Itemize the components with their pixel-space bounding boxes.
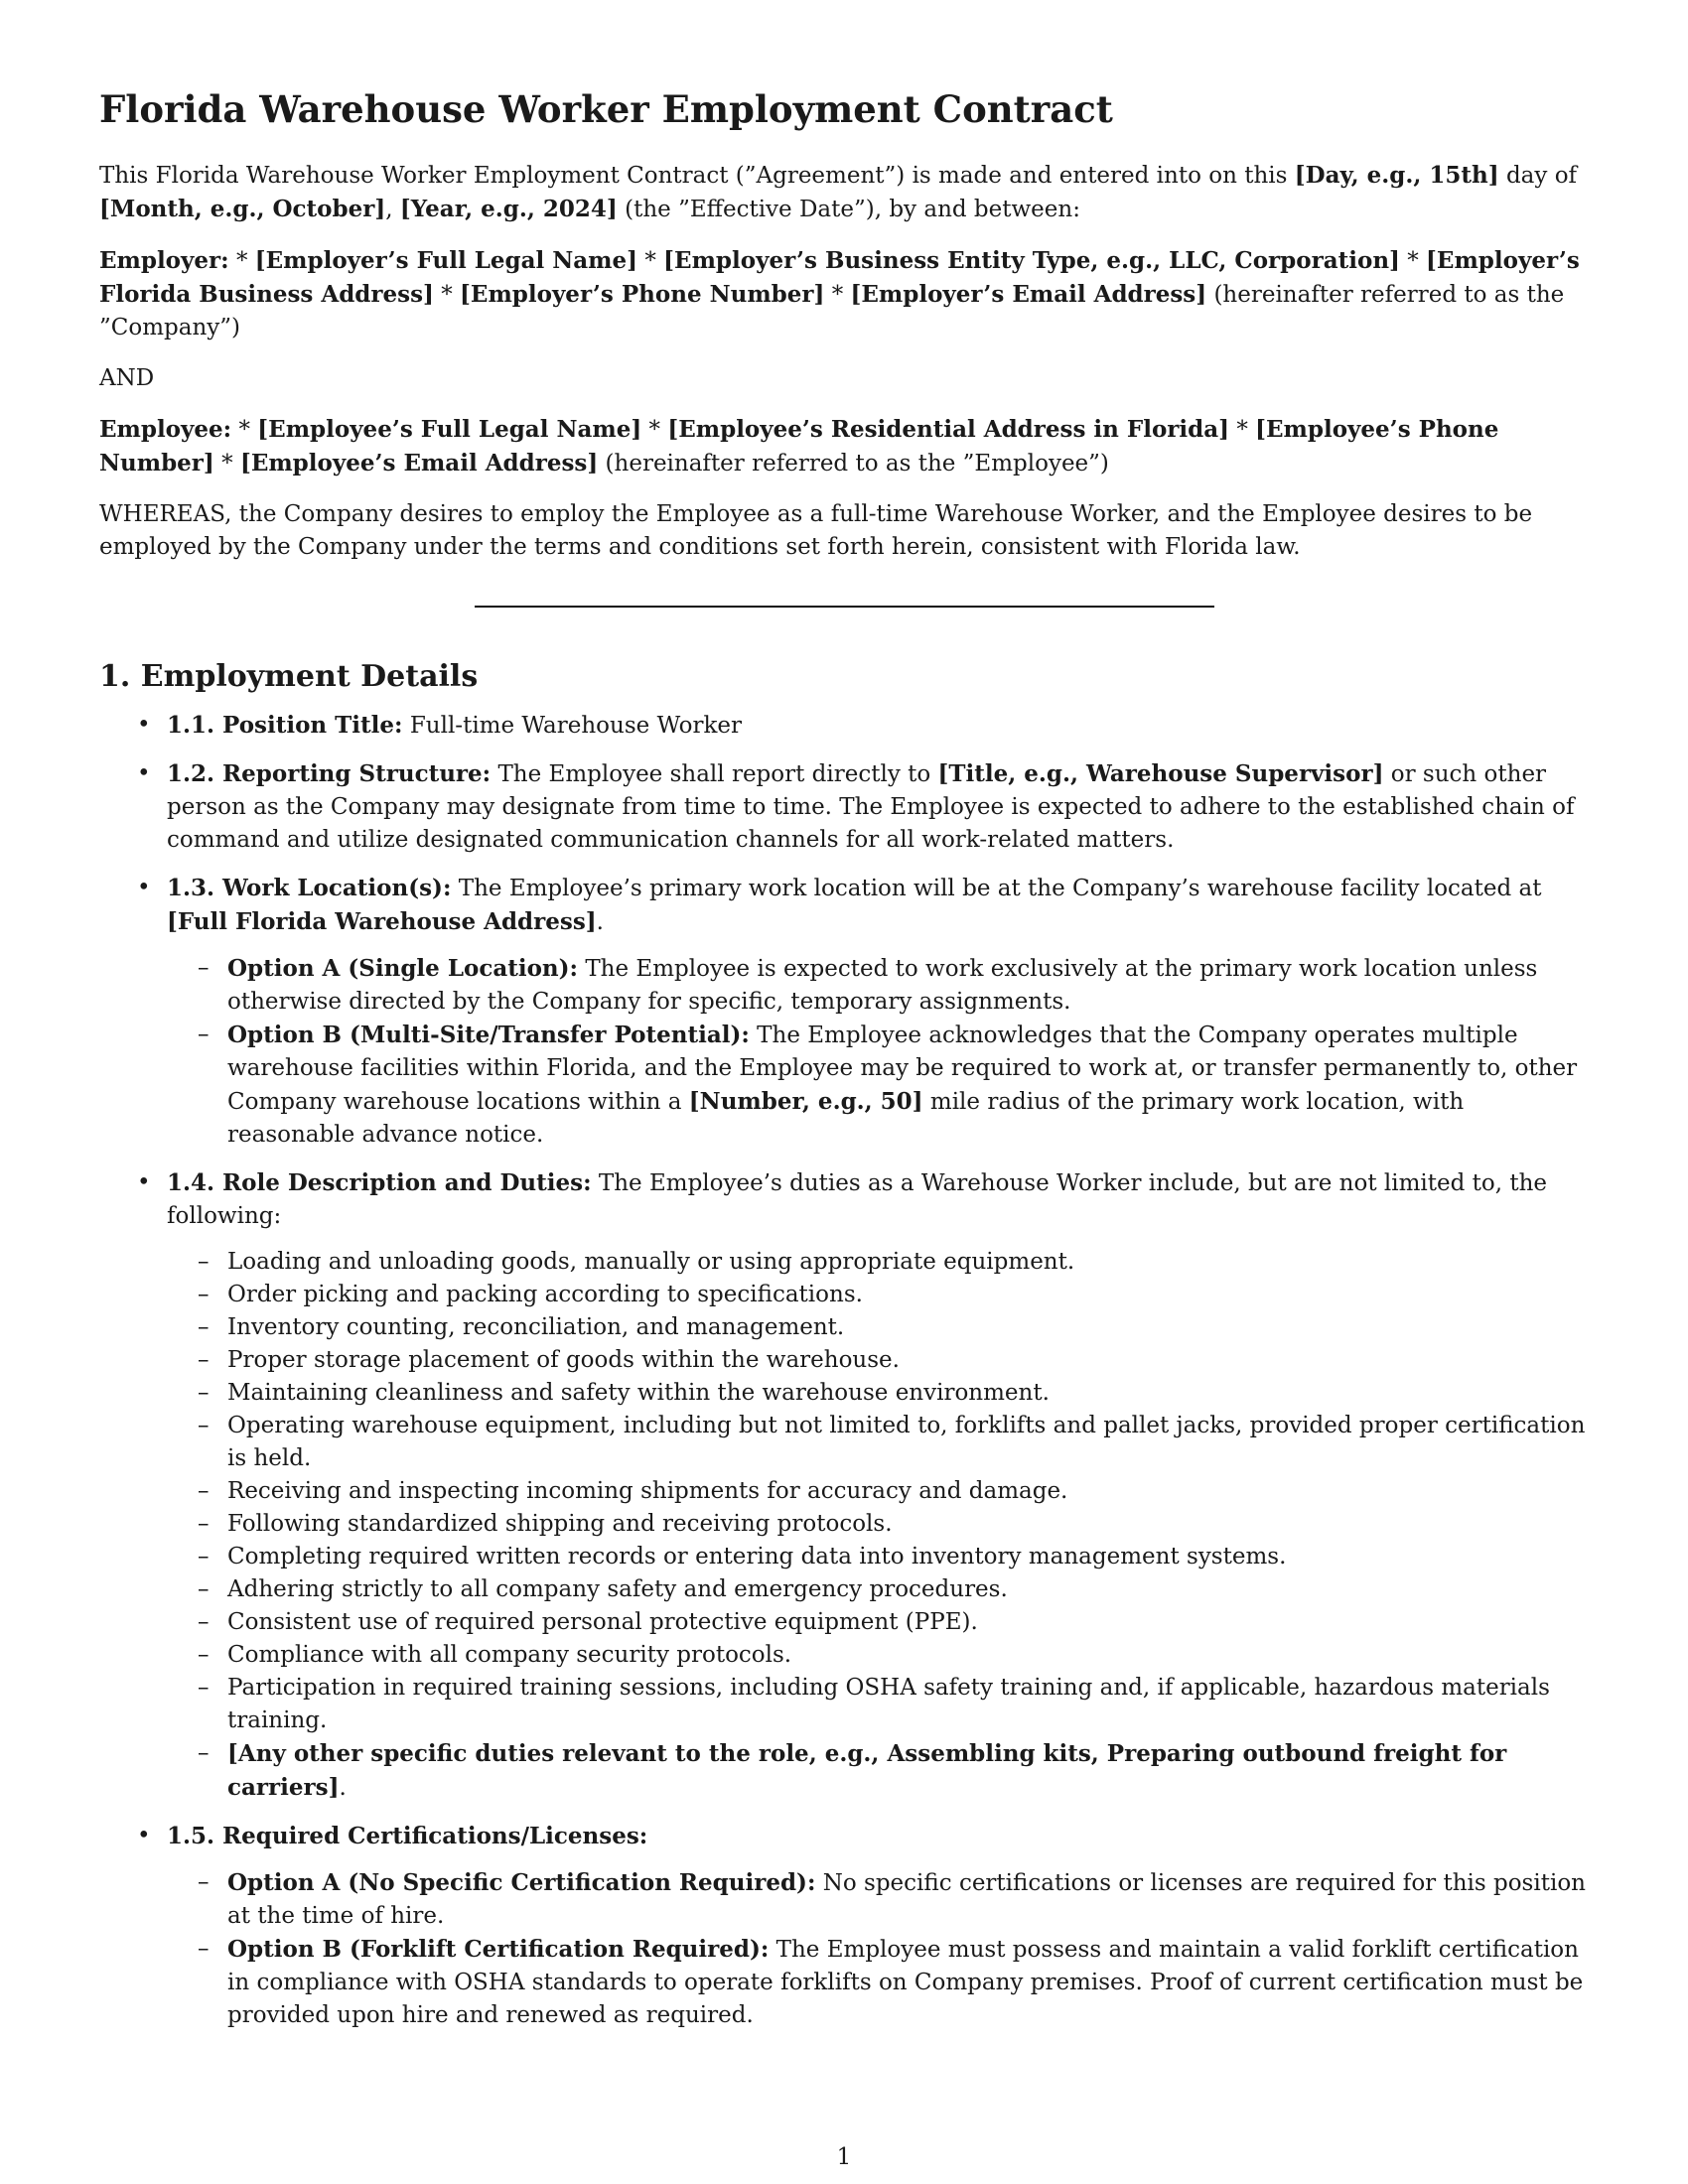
supervisor-placeholder: [Title, e.g., Warehouse Supervisor] <box>937 760 1384 788</box>
employee-name-placeholder: [Employee’s Full Legal Name] <box>257 416 642 444</box>
duty-item: – Completing required written records or entering data into inventory management systems. <box>167 1541 1589 1573</box>
duty-item: – Following standardized shipping and receiving protocols. <box>167 1508 1589 1541</box>
employee-email-placeholder: [Employee’s Email Address] <box>239 450 599 478</box>
duty-item: – Operating warehouse equipment, including but not limited to, forklifts and pallet jacks, provided proper certification is held. <box>167 1410 1589 1475</box>
clause-1-5: • 1.5. Required Certifications/Licenses: – Option A (No Specific Certification Required): No specific certifications or licenses are required for this position at the time of hire. – Option B (Forklift Certification Required): The Employee must possess and maintain a valid forklift certification in compliance with OSHA standards to operate forklifts on Company premises. Proof of current certification must be provided upon hire and renewed as required. <box>99 1820 1589 2032</box>
duty-item: – Inventory counting, reconciliation, and management. <box>167 1311 1589 1344</box>
clause-1-1: • 1.1. Position Title: Full-time Warehouse Worker <box>99 709 1589 743</box>
clause-1-2: • 1.2. Reporting Structure: The Employee shall report directly to [Title, e.g., Warehouse Supervisor] or such other person as the Company may designate from time to time. The Employee is expected to adhere to the established chain of command and utilize designated communication channels for all work-related matters. <box>99 757 1589 857</box>
duty-item: – Receiving and inspecting incoming shipments for accuracy and damage. <box>167 1475 1589 1508</box>
duty-item: – Adhering strictly to all company safety and emergency procedures. <box>167 1573 1589 1606</box>
certification-option-b: – Option B (Forklift Certification Required): The Employee must possess and maintain a valid forklift certification in compliance with OSHA standards to operate forklifts on Company premises. Proof of current certification must be provided upon hire and renewed as required. <box>167 1933 1589 2032</box>
employer-address-placeholder: [Employer’s Florida Business Address] <box>99 247 1580 309</box>
page-number: 1 <box>836 2144 852 2170</box>
duty-item: – Order picking and packing according to specifications. <box>167 1279 1589 1311</box>
clause-1-4: • 1.4. Role Description and Duties: The Employee’s duties as a Warehouse Worker include, but are not limited to, the following: – Loading and unloading goods, manually or using appropriate equipment. – Order picking and packing according to specifications. – Inventory counting, reconciliation, and management. – Proper storage placement of goods within the warehouse. – Maintaining cleanliness and safety within the warehouse environment. – Operating warehouse equipment, including but not limited to, forklifts and pallet jacks, provided proper certification is held. – Receiving and inspecting incoming shipments for accuracy and damage. – Following standardized shipping and receiving protocols. – Completing required written records or entering data into inventory management systems. – Adhering strictly to all company safety and emergency procedures. – Consistent use of required personal protective equipment (PPE). – Compliance with all company security protocols. – Participation in required training sessions, including OSHA safety training and, if applicable, hazardous materials training. – [Any other specific duties relevant to the role, e.g., Assembling kits, Preparing outbound freight for carriers]. <box>99 1166 1589 1805</box>
whereas-paragraph: WHEREAS, the Company desires to employ the Employee as a full-time Warehouse Worker, and the Employee desires to be employed by the Company under the terms and conditions set forth herein, consistent with Florida law. <box>99 501 1533 561</box>
duty-item: – Proper storage placement of goods within the warehouse. <box>167 1344 1589 1377</box>
other-duties-placeholder: [Any other specific duties relevant to the role, e.g., Assembling kits, Preparing outbound freight for carriers] <box>227 1740 1507 1802</box>
employee-paragraph: Employee: * [Employee’s Full Legal Name] * [Employee’s Residential Address in Florida] * [Employee’s Phone Number] * [Employee’s Email Address] (hereinafter referred to as the ”Employee”) <box>99 416 1499 478</box>
location-option-b: – Option B (Multi-Site/Transfer Potential): The Employee acknowledges that the Company operates multiple warehouse facilities within Florida, and the Employee may be required to work at, or transfer permanently to, other Company warehouse locations within a [Number, e.g., 50] mile radius of the primary work location, with reasonable advance notice. <box>167 1019 1589 1152</box>
employer-entity-placeholder: [Employer’s Business Entity Type, e.g., LLC, Corporation] <box>663 247 1400 275</box>
duty-item: – Maintaining cleanliness and safety within the warehouse environment. <box>167 1377 1589 1410</box>
section-list <box>99 709 1589 2032</box>
duty-item: – Consistent use of required personal protective equipment (PPE). <box>167 1606 1589 1639</box>
employer-paragraph: Employer: * [Employer’s Full Legal Name] * [Employer’s Business Entity Type, e.g., LLC, Corporation] * [Employer’s Florida Business Address] * [Employer’s Phone Number] * [Employer’s Email Address] (hereinafter referred to as the ”Company”) <box>99 247 1580 341</box>
employer-phone-placeholder: [Employer’s Phone Number] <box>460 281 825 309</box>
duty-item: – Loading and unloading goods, manually or using appropriate equipment. <box>167 1246 1589 1279</box>
and-text: AND <box>99 365 155 392</box>
duty-item: – Compliance with all company security protocols. <box>167 1639 1589 1672</box>
year-placeholder: [Year, e.g., 2024] <box>399 196 618 223</box>
document-page <box>99 87 1589 2047</box>
certification-option-a: – Option A (No Specific Certification Required): No specific certifications or licenses are required for this position at the time of hire. <box>167 1866 1589 1933</box>
duties-list <box>167 1246 1589 1805</box>
employee-phone-placeholder: [Employee’s Phone Number] <box>99 416 1499 478</box>
section-heading: 1. Employment Details <box>99 659 479 695</box>
intro-paragraph: This Florida Warehouse Worker Employment Contract (”Agreement”) is made and entered into on this [Day, e.g., 15th] day of [Month, e.g., October], [Year, e.g., 2024] (the ”Effective Date”), by and between: <box>99 162 1578 223</box>
employer-name-placeholder: [Employer’s Full Legal Name] <box>254 247 638 275</box>
duty-item: – Participation in required training sessions, including OSHA safety training and, if applicable, hazardous materials training. <box>167 1672 1589 1737</box>
day-placeholder: [Day, e.g., 15th] <box>1294 162 1499 190</box>
employer-label: Employer: <box>99 247 229 275</box>
duty-item-other: – [Any other specific duties relevant to the role, e.g., Assembling kits, Preparing outbound freight for carriers]. <box>167 1737 1589 1805</box>
location-option-a: – Option A (Single Location): The Employee is expected to work exclusively at the primary work location unless otherwise directed by the Company for specific, temporary assignments. <box>167 952 1589 1019</box>
warehouse-address-placeholder: [Full Florida Warehouse Address] <box>167 908 597 936</box>
employer-email-placeholder: [Employer’s Email Address] <box>850 281 1207 309</box>
employee-address-placeholder: [Employee’s Residential Address in Florida] <box>667 416 1230 444</box>
horizontal-divider <box>475 606 1214 608</box>
radius-placeholder: [Number, e.g., 50] <box>688 1088 923 1116</box>
document-title: Florida Warehouse Worker Employment Contract <box>99 87 1113 131</box>
clause-1-3: • 1.3. Work Location(s): The Employee’s primary work location will be at the Company’s warehouse facility located at [Full Florida Warehouse Address]. – Option A (Single Location): The Employee is expected to work exclusively at the primary work location unless otherwise directed by the Company for specific, temporary assignments. – Option B (Multi-Site/Transfer Potential): The Employee acknowledges that the Company operates multiple warehouse facilities within Florida, and the Employee may be required to work at, or transfer permanently to, other Company warehouse locations within a [Number, e.g., 50] mile radius of the primary work location, with reasonable advance notice. <box>99 872 1589 1152</box>
employee-label: Employee: <box>99 416 232 444</box>
month-placeholder: [Month, e.g., October] <box>99 196 386 223</box>
